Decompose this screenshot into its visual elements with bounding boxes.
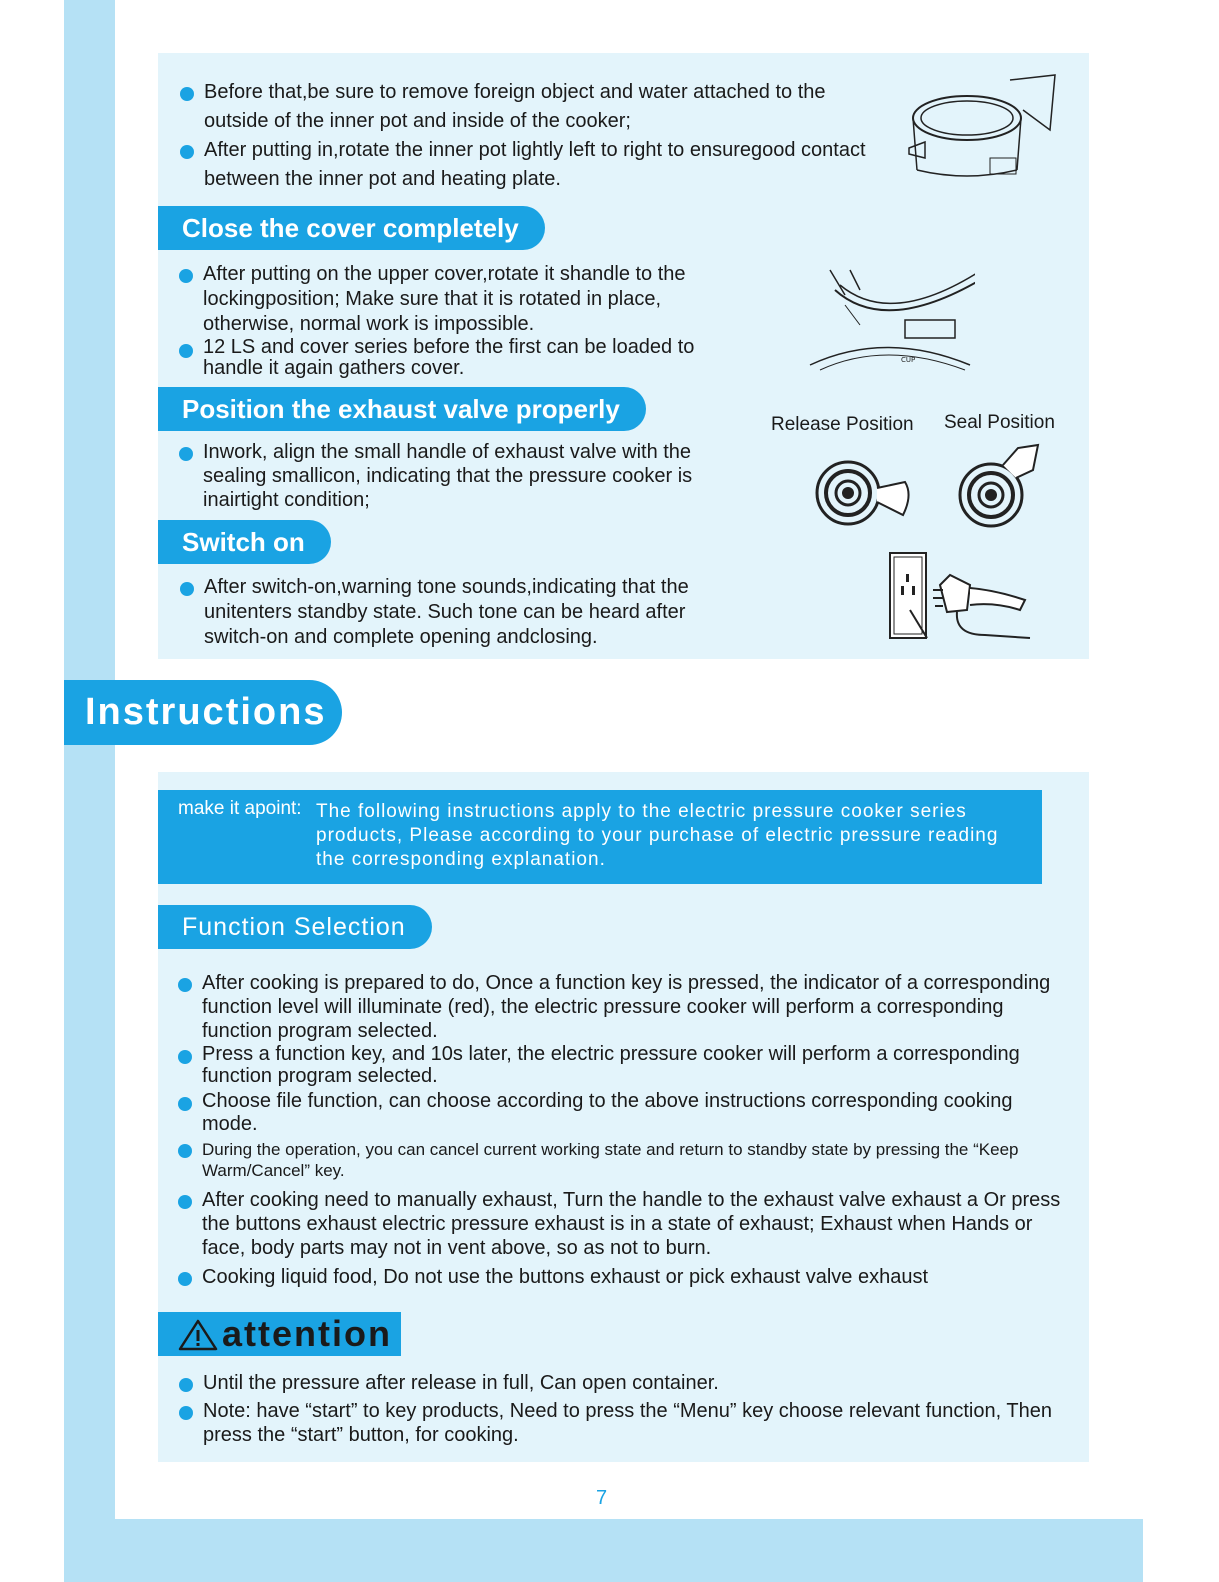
bottom-margin-bar [64, 1519, 1143, 1582]
intro-bullet-list [180, 78, 870, 194]
seal-position-label: Seal Position [944, 412, 1055, 433]
inner-pot-illustration [905, 70, 1065, 185]
power-socket-illustration [885, 550, 1035, 645]
close-cover-bullet: 12 LS and cover series before the first can be loaded to handle it again gathers cover. [179, 337, 739, 379]
exhaust-valve-bullet: Inwork, align the small handle of exhaust valve with the sealing smallicon, indicating that the pressure cooker is inairtight condition; [179, 440, 719, 512]
svg-text:CUP: CUP [901, 356, 916, 364]
warning-triangle-icon [178, 1319, 218, 1351]
exhaust-valve-heading: Position the exhaust valve properly [158, 387, 646, 431]
instructions-heading: Instructions [64, 680, 342, 745]
attention-bullet: Note: have “start” to key products, Need to press the “Menu” key choose relevant function, Then press the “start” button, for cooking. [179, 1399, 1059, 1447]
function-bullet: Press a function key, and 10s later, the electric pressure cooker will perform a corresponding function program selected. [178, 1043, 1068, 1087]
function-bullet: After cooking need to manually exhaust, Turn the handle to the exhaust valve exhaust a Or press the buttons exhaust electric pressure exhaust is in a state of exhaust; Exhaust when Hands or face, body parts may not in vent above, so as not to burn. [178, 1188, 1068, 1260]
function-bullet: After cooking is prepared to do, Once a function key is pressed, the indicator of a corresponding function level will illuminate (red), the electric pressure cooker will perform a corresponding function program selected. [178, 971, 1068, 1043]
release-position-label: Release Position [771, 414, 914, 435]
exhaust-valve-bullet-list [179, 440, 719, 512]
switch-on-heading: Switch on [158, 520, 331, 564]
attention-bullet: Until the pressure after release in full, Can open container. [179, 1371, 1059, 1395]
close-cover-bullet-list [179, 262, 739, 379]
note-box [158, 790, 1042, 884]
page-number: 7 [596, 1487, 608, 1509]
lid-rotation-illustration [805, 265, 975, 375]
seal-valve-icon [958, 440, 1048, 530]
switch-on-bullet: After switch-on,warning tone sounds,indicating that the unitenters standby state. Such tone can be heard after switch-on and complete opening andclosing. [180, 575, 740, 650]
switch-on-bullet-list [180, 575, 740, 650]
function-bullet: During the operation, you can cancel current working state and return to standby state by pressing the “Keep Warm/Cancel” key. [178, 1139, 1068, 1181]
left-margin-bar [64, 0, 115, 1582]
intro-bullet: After putting in,rotate the inner pot lightly left to right to ensuregood contact between the inner pot and heating plate. [180, 136, 870, 194]
release-valve-icon [815, 460, 915, 530]
note-text: The following instructions apply to the electric pressure cooker series products, Please according to your purchase of electric pressure reading the corresponding explanation. [316, 801, 999, 870]
intro-bullet: Before that,be sure to remove foreign object and water attached to the outside of the inner pot and inside of the cooker; [180, 78, 870, 136]
close-cover-heading: Close the cover completely [158, 206, 545, 250]
function-selection-bullet-list [178, 971, 1068, 1289]
attention-heading [158, 1312, 401, 1356]
function-bullet: Cooking liquid food, Do not use the buttons exhaust or pick exhaust valve exhaust [178, 1265, 1068, 1289]
close-cover-bullet: After putting on the upper cover,rotate it shandle to the lockingposition; Make sure that it is rotated in place, otherwise, normal work is impossible. [179, 262, 739, 337]
function-bullet: Choose file function, can choose according to the above instructions corresponding cooking mode. [178, 1090, 1068, 1136]
function-selection-heading: Function Selection [158, 905, 432, 949]
note-label: make it apoint: [178, 798, 302, 819]
attention-title: attention [222, 1313, 392, 1354]
attention-bullet-list [179, 1371, 1059, 1447]
